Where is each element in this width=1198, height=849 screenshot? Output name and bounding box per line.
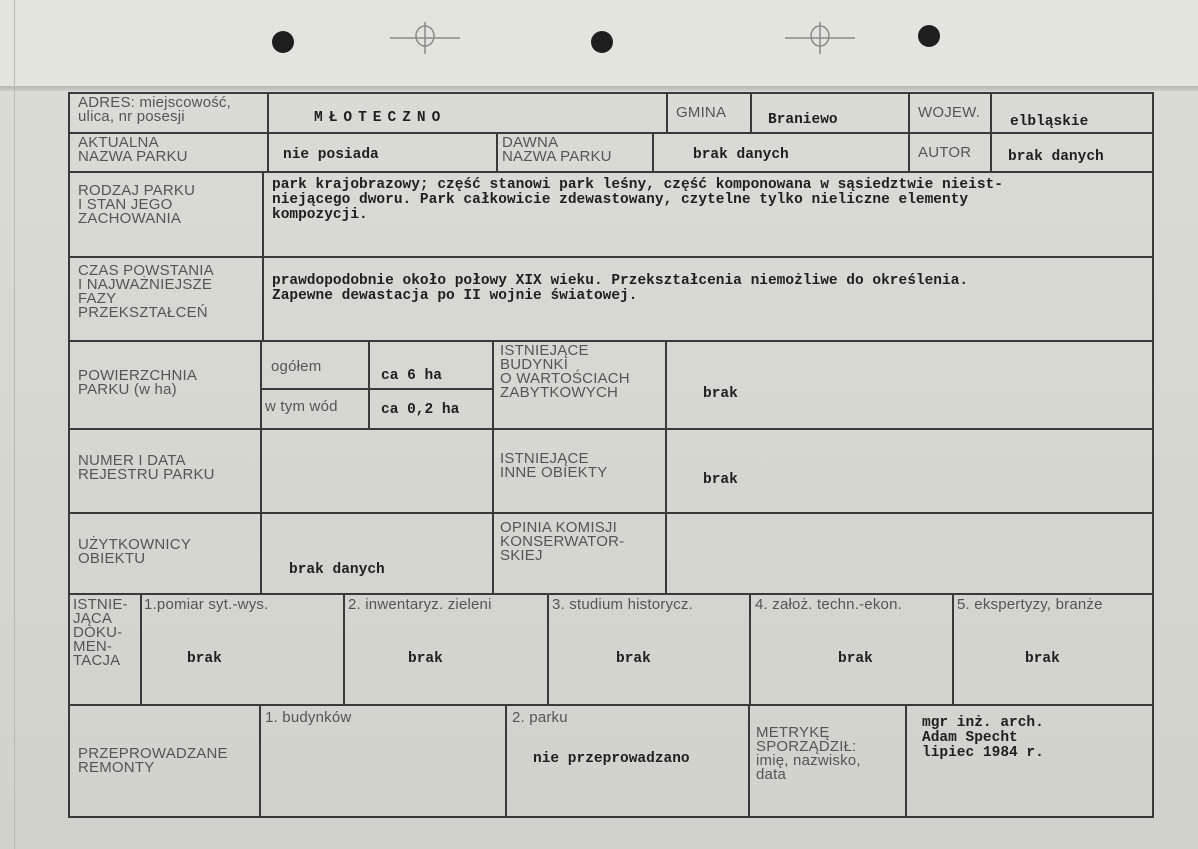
left-margin-line — [14, 0, 15, 849]
doc-item-value: brak — [187, 651, 222, 667]
park-type-text: park krajobrazowy; część stanowi park leśny, część komponowana w sąsiedztwie nieist- niejącego dworu. Park całkowicie zdewastowany, czytelne tylko nieliczne elementy kompozycji. — [272, 177, 1003, 223]
former-name-label: DAWNA NAZWA PARKU — [502, 134, 612, 165]
documentation-label: ISTNIE- JĄCA DOKU- MEN- TACJA — [73, 596, 128, 669]
punch-mark-icon — [785, 22, 855, 54]
renovations-buildings-label: 1. budynków — [265, 709, 352, 726]
buildings-label: ISTNIEJĄCE BUDYNKI O WARTOŚCIACH ZABYTKOWYCH — [500, 342, 630, 401]
users-label: UŻYTKOWNICY OBIEKTU — [78, 536, 192, 567]
users-value: brak danych — [289, 562, 385, 578]
doc-item-value: brak — [1025, 651, 1060, 667]
area-water-label: w tym wód — [265, 398, 338, 415]
locality-value: MŁOTECZNO — [314, 110, 447, 126]
author-label: AUTOR — [918, 144, 972, 161]
doc-item-value: brak — [838, 651, 873, 667]
origin-label: CZAS POWSTANIA I NAJWAŻNIEJSZE FAZY PRZEKSZTAŁCEŃ — [78, 262, 214, 321]
buildings-value: brak — [703, 386, 738, 402]
doc-item-label: 5. ekspertyzy, branże — [957, 596, 1103, 613]
doc-item-value: brak — [616, 651, 651, 667]
punch-hole — [272, 31, 294, 53]
area-label: POWIERZCHNIA PARKU (w ha) — [78, 367, 198, 398]
doc-item-label: 2. inwentaryz. zieleni — [348, 596, 492, 613]
wojew-label: WOJEW. — [918, 104, 981, 121]
punch-hole — [918, 25, 940, 47]
gmina-value: Braniewo — [768, 112, 838, 128]
address-label: ADRES: miejscowość, ulica, nr posesji — [78, 94, 232, 125]
current-name-value: nie posiada — [283, 147, 379, 163]
compiled-by-value: mgr inż. arch. Adam Specht lipiec 1984 r. — [922, 715, 1044, 761]
doc-item-label: 3. studium historycz. — [552, 596, 693, 613]
punch-hole — [591, 31, 613, 53]
former-name-value: brak danych — [693, 147, 789, 163]
area-total-label: ogółem — [271, 358, 322, 375]
area-total-value: ca 6 ha — [381, 368, 442, 384]
other-objects-label: ISTNIEJĄCE INNE OBIEKTY — [500, 450, 608, 481]
current-name-label: AKTUALNA NAZWA PARKU — [78, 134, 188, 165]
renovations-park-value: nie przeprowadzano — [533, 751, 690, 767]
origin-text: prawdopodobnie około połowy XIX wieku. Przekształcenia niemożliwe do określenia. Zapewne dewastacja po II wojnie światowej. — [272, 273, 969, 304]
doc-item-label: 4. założ. techn.-ekon. — [755, 596, 902, 613]
author-value: brak danych — [1008, 149, 1104, 165]
renovations-label: PRZEPROWADZANE REMONTY — [78, 745, 228, 776]
register-label: NUMER I DATA REJESTRU PARKU — [78, 452, 215, 483]
area-water-value: ca 0,2 ha — [381, 402, 460, 418]
wojew-value: elbląskie — [1010, 114, 1089, 130]
renovations-park-label: 2. parku — [512, 709, 568, 726]
other-objects-value: brak — [703, 472, 738, 488]
compiled-by-label: METRYKĘ SPORZĄDZIŁ: imię, nazwisko, data — [756, 724, 861, 783]
punch-mark-icon — [390, 22, 460, 54]
commission-label: OPINIA KOMISJI KONSERWATOR- SKIEJ — [500, 519, 625, 564]
park-type-label: RODZAJ PARKU I STAN JEGO ZACHOWANIA — [78, 182, 196, 227]
doc-item-value: brak — [408, 651, 443, 667]
page-edge — [0, 86, 1198, 91]
doc-item-label: 1.pomiar syt.-wys. — [144, 596, 269, 613]
gmina-label: GMINA — [676, 104, 727, 121]
